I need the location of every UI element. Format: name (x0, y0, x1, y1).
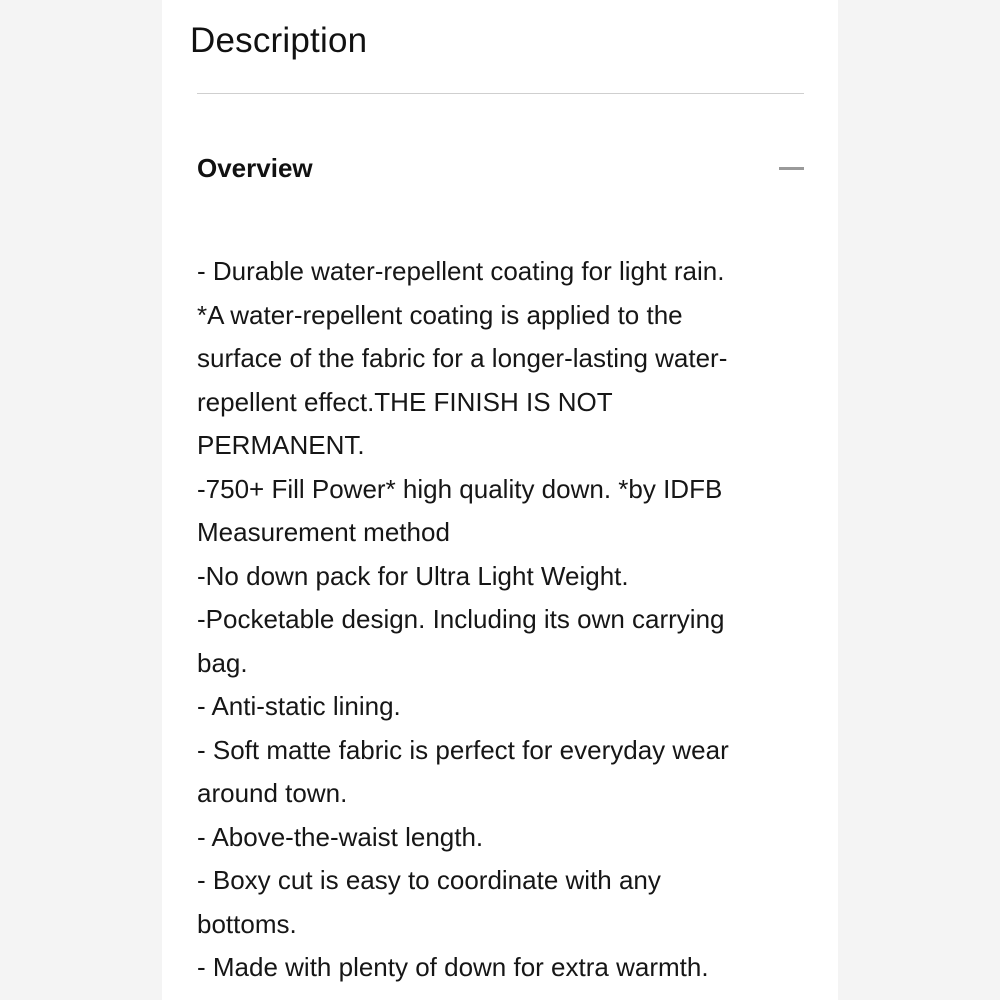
overview-title: Overview (197, 153, 313, 183)
description-panel (162, 0, 838, 1000)
overview-text-line: - Above-the-waist length. (197, 821, 484, 852)
description-heading: Description (190, 21, 368, 60)
overview-text-line: repellent effect.THE FINISH IS NOT (197, 386, 613, 417)
overview-accordion-header[interactable] (197, 148, 804, 188)
overview-text-line: *A water-repellent coating is applied to the (197, 299, 683, 330)
overview-text-line: bottoms. (197, 908, 297, 939)
overview-text-line: around town. (197, 778, 348, 808)
overview-text-line: - Durable water-repellent coating for light rain. (197, 256, 725, 286)
overview-text-line: bag. (197, 647, 248, 678)
overview-text-line: surface of the fabric for a longer-lasting water- (197, 343, 728, 373)
overview-text-line: -750+ Fill Power* high quality down. *by IDFB (197, 473, 723, 504)
overview-text-line: - Made with plenty of down for extra warmth. (197, 952, 709, 982)
overview-text-line: -Pocketable design. Including its own carrying (197, 604, 725, 634)
overview-text-line: -No down pack for Ultra Light Weight. (197, 560, 629, 591)
section-divider (197, 93, 804, 94)
overview-content (197, 250, 802, 990)
overview-text-line: Measurement method (197, 517, 450, 547)
overview-text-line: PERMANENT. (197, 430, 365, 460)
overview-text-line: - Anti-static lining. (197, 691, 401, 721)
overview-text-line: - Boxy cut is easy to coordinate with any (197, 865, 661, 895)
overview-text-line: - Soft matte fabric is perfect for everyday wear (197, 734, 729, 765)
minus-icon[interactable] (779, 167, 804, 170)
